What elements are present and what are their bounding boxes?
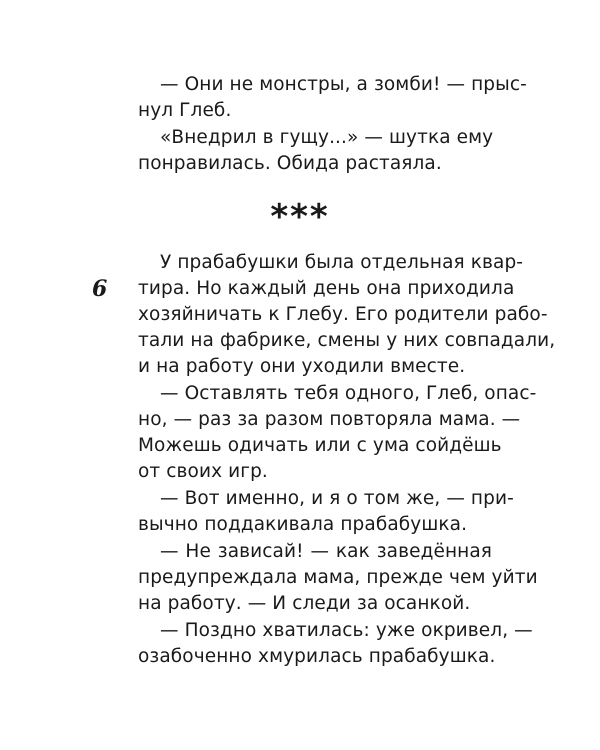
- text-line: нул Глеб.: [138, 100, 232, 121]
- text-line: вычно поддакивала прабабушка.: [138, 514, 468, 535]
- text-line: тира. Но каждый день она приходила: [138, 278, 515, 299]
- text-line: на работу. — И следи за осанкой.: [138, 593, 471, 614]
- text-line: — Не зависай! — как заведённая: [160, 541, 492, 562]
- text-line: от своих игр.: [138, 461, 268, 482]
- text-line: тали на фабрике, смены у них совпадали,: [138, 330, 556, 351]
- text-line: хозяйничать к Глебу. Его родители рабо-: [138, 304, 548, 325]
- text-line: У прабабушки была отдельная квар-: [160, 252, 524, 273]
- page-number: 6: [92, 276, 108, 302]
- text-line: понравилась. Обида растаяла.: [138, 153, 442, 174]
- text-line: озабоченно хмурилась прабабушка.: [138, 646, 496, 667]
- text-line: но, — раз за разом повторяла мама. —: [138, 409, 521, 430]
- section-divider: ***: [270, 197, 330, 237]
- text-line: — Вот именно, и я о том же, — при-: [160, 488, 514, 509]
- text-line: Можешь одичать или с ума сойдёшь: [138, 435, 502, 456]
- text-line: и на работу они уходили вместе.: [138, 356, 466, 377]
- text-line: — Оставлять тебя одного, Глеб, опас-: [160, 383, 537, 404]
- text-line: предупреждала мама, прежде чем уйти: [138, 567, 538, 588]
- text-line: — Поздно хватилась: уже окривел, —: [160, 620, 533, 641]
- text-line: «Внедрил в гущу...» — шутка ему: [160, 127, 494, 148]
- text-line: — Они не монстры, а зомби! — прыс-: [160, 74, 527, 95]
